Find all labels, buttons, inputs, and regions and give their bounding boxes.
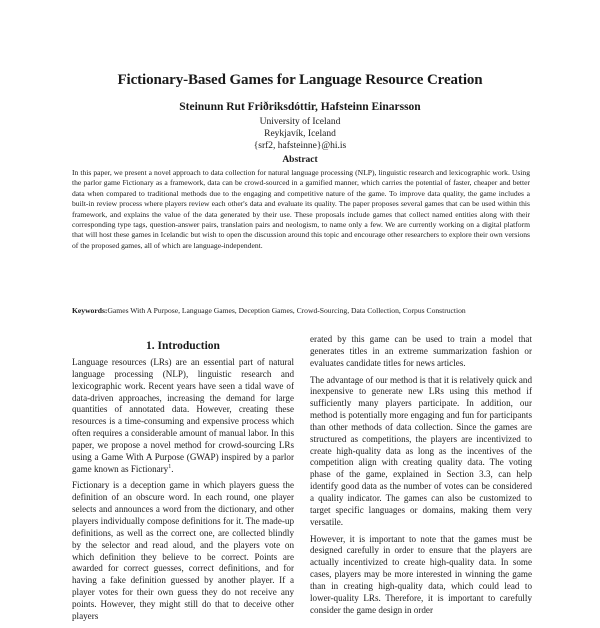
keywords-text: Games With A Purpose, Language Games, Deception Games, Crowd-Sourcing, Data Collection, Corpus Construction	[107, 306, 466, 315]
right-paragraph-3: However, it is important to note that the games must be designed carefully in order to ensure that the players are actually incentivized to create high-quality data. In some cases, players may be more interested in winning the game than in creating high-quality data, which could lead to lower-quality LRs. Therefore, it is important to carefully consider the game design in order	[310, 533, 532, 615]
affiliation-city: Reykjavík, Iceland	[264, 129, 336, 139]
keywords-label: Keywords:	[72, 306, 108, 315]
abstract-text: In this paper, we present a novel approach to data collection for natural language processing (NLP), linguistic research and lexicographic work. Using the parlor game Fictionary as a framework, data can be crowd-sourced in a gamified manner, which carries the potential of faster, cheaper and better data when compared to traditional methods due to the engaging and competitive nature of the game. To improve data quality, the game includes a built-in review process where players review each other's data and evaluate its quality. The paper proposes several games that can be used within this framework, and explains the value of the data generated by their use. These proposals include games that collect named entities along with their corresponding type tags, question-answer pairs, translation pairs and neologism, to name only a few. We are currently working on a digital platform that will host these games in Icelandic but wish to open the discussion around this topic and encourage other researchers to explore their own versions of the proposed games, all of which are language-independent.	[72, 168, 530, 250]
paper-title: Fictionary-Based Games for Language Resource Creation	[117, 72, 483, 88]
section-heading-introduction: 1. Introduction	[146, 340, 220, 352]
keywords-line	[72, 306, 530, 316]
right-paragraph-2: The advantage of our method is that it is relatively quick and inexpensive to generate new LRs using this method if sufficiently many players participate. In addition, our method is potentially more engaging and fun for participants than other methods of data collection. Since the games are structured as competitions, the players are incentivized to create high-quality data as long as the incentives of the competition align with creating quality data. The voting phase of the game, explained in Section 3.3, can help identify good data as the number of votes can be considered a quality indicator. The games can also be customized to target specific languages or domains, making them very versatile.	[310, 374, 532, 527]
right-paragraph-1: erated by this game can be used to train a model that generates titles in an extreme summarization fashion or evaluates candidate titles for news articles.	[310, 334, 532, 368]
abstract-heading: Abstract	[282, 155, 318, 165]
intro-paragraph-1	[72, 357, 294, 475]
intro-paragraph-2: Fictionary is a deception game in which players guess the definition of an obscure word. In each round, one player selects and announces a word from the dictionary, and other players individually compose definitions for it. The made-up definitions, as well as the correct one, are collected blindly by the selector and read aloud, and the players vote on which definition they believe to be correct. Points are awarded for correct guesses, correct definitions, and for having a fake definition guessed by another player. If a player votes for their own guess they do not receive any points. However, they might still do that to deceive other players	[72, 480, 294, 621]
affiliation-university: University of Iceland	[259, 117, 341, 127]
footnote-marker[interactable]: 1	[168, 463, 172, 470]
left-column	[72, 340, 294, 628]
intro-paragraph-1-end: .	[171, 463, 174, 474]
right-column	[310, 334, 532, 621]
author-list: Steinunn Rut Friðriksdóttir, Hafsteinn Einarsson	[179, 101, 421, 113]
intro-paragraph-1-text: Language resources (LRs) are an essential part of natural language processing (NLP), linguistic research and lexicographic work. Recent years have seen a tidal wave of data-driven approaches, increasing the demand for large quantities of annotated data. However, creating these resources is a time-consuming and expensive process which often requires a considerable amount of manual labor. In this paper, we propose a novel method for crowd-sourcing LRs using a Game With A Purpose (GWAP) inspired by a parlor game known as Fictionary	[72, 357, 294, 474]
affiliation-block	[0, 116, 600, 152]
affiliation-email: {srf2, hafsteinne}@hi.is	[253, 141, 347, 151]
